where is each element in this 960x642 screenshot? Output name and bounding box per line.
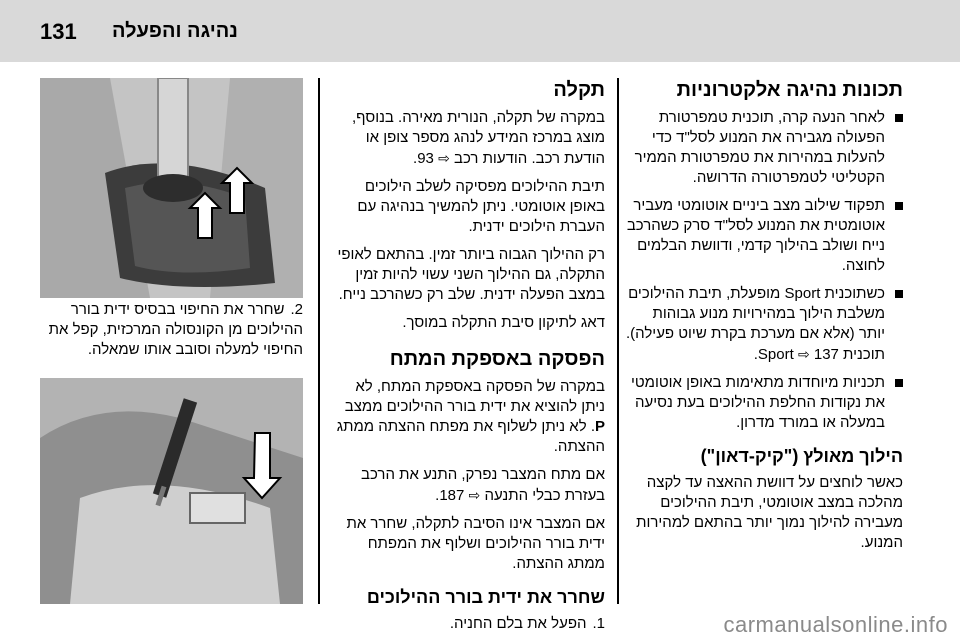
- page-reference-arrow-icon: ⇨: [468, 487, 481, 503]
- shift-lock-illustration: [40, 378, 303, 604]
- list-item: תכניות מיוחדות מתאימות באופן אוטומטי את נקודות החלפת ההילוכים בעת נסיעה במעלה או במורד מדרון.: [625, 373, 885, 433]
- column-divider: [617, 78, 619, 604]
- page-reference[interactable]: 137: [813, 346, 839, 363]
- list-item: כשתוכנית Sport מופעלת, תיבת ההילוכים משלבת הילוך במהירויות מנוע גבוהות יותר (אלא אם מערכת בקרת שיוט פעילה). תוכנית Sport ⇨ 137.: [625, 284, 885, 365]
- bullet-square-icon: [895, 290, 903, 298]
- electronic-driving-features-heading: תכונות נהיגה אלקטרוניות: [676, 79, 903, 101]
- step-2: 2.שחרר את החיפוי בבסיס ידית בורר ההילוכים מן הקונסולה המרכזית, קפל את החיפוי למעלה וסובב אותו שמאלה.: [48, 301, 303, 358]
- kickdown-paragraph: כאשר לוחצים על דוושת ההאצה עד לקצה מהלכה במצב אוטומטי, תיבת ההילוכים מעבירה להילוך נמוך יותר בהתאם למהירות המנוע.: [636, 474, 903, 551]
- page-reference[interactable]: 187: [439, 487, 465, 504]
- power-paragraph-1: במקרה של הפסקה באספקת המתח, לא ניתן להוציא את ידית בורר ההילוכים ממצב P. לא ניתן לשלוף את מפתח ההצתה ממתג ההצתה.: [336, 378, 605, 455]
- features-list: [625, 108, 885, 433]
- step-1: 1.הפעל את בלם החניה.: [449, 615, 605, 632]
- page-title: נהיגה והפעלה: [112, 20, 238, 42]
- middle-column: [332, 78, 605, 634]
- park-position-letter: P: [594, 418, 605, 435]
- bullet-square-icon: [895, 202, 903, 210]
- bullet-square-icon: [895, 114, 903, 122]
- page-reference[interactable]: 93: [417, 150, 434, 167]
- fault-heading: תקלה: [553, 79, 605, 101]
- watermark: carmanualsonline.info: [723, 612, 948, 637]
- power-paragraph-2: אם מתח המצבר נפרק, התנע את הרכב בעזרת כבלי התנעה ⇨ 187.: [361, 466, 605, 504]
- right-column: [625, 78, 903, 561]
- column-divider: [318, 78, 320, 604]
- shift-lock-release-photo: [40, 378, 303, 604]
- console-illustration: [40, 78, 303, 298]
- power-interruption-heading: הפסקה באספקת המתח: [389, 348, 605, 370]
- fault-paragraph-1: במקרה של תקלה, הנורית מאירה. בנוסף, מוצג במרכז המידע לנהג מספר צופן או הודעת רכב. הודעות רכב ⇨ 93.: [351, 109, 605, 167]
- page-number: 131: [40, 19, 77, 44]
- fault-paragraph-3: רק ההילוך הגבוה ביותר זמין. בהתאם לאופי התקלה, גם ההילוך השני עשוי להיות זמין במצב הפעלה ידנית. שלב רק כשהרכב נייח.: [337, 246, 605, 303]
- gear-selector-cover-photo: [40, 78, 303, 298]
- list-item: תפקוד שילוב מצב ביניים אוטומטי מעביר אוטומטית את המנוע לסל"ד סרק כשהרכב נייח ושולב בהילוך קדמי, ודוושת הבלמים לחוצה.: [625, 196, 885, 276]
- list-item: לאחר הנעה קרה, תוכנית טמפרטורת הפעולה מגבירה את המנוע לסל"ד כדי להעלות במהירות את טמפרטורת הממיר הקטליטי לטמפרטורה הדרושה.: [625, 108, 885, 188]
- kickdown-heading: הילוך מאולץ ("קיק-דאון"): [700, 446, 903, 466]
- bullet-square-icon: [895, 379, 903, 387]
- release-selector-heading: שחרר את ידית בורר ההילוכים: [366, 587, 605, 607]
- fault-paragraph-2: תיבת ההילוכים מפסיקה לשלב הילוכים באופן אוטומטי. ניתן להמשיך בנהיגה עם העברת הילוכים ידנית.: [357, 178, 605, 235]
- power-paragraph-3: אם המצבר אינו הסיבה לתקלה, שחרר את ידית בורר ההילוכים ושלוף את המפתח ממתג ההצתה.: [346, 515, 605, 572]
- fault-paragraph-4: דאג לתיקון סיבת התקלה במוסך.: [402, 314, 605, 331]
- page-reference-arrow-icon: ⇨: [438, 150, 450, 166]
- page-reference-arrow-icon: ⇨: [797, 346, 810, 362]
